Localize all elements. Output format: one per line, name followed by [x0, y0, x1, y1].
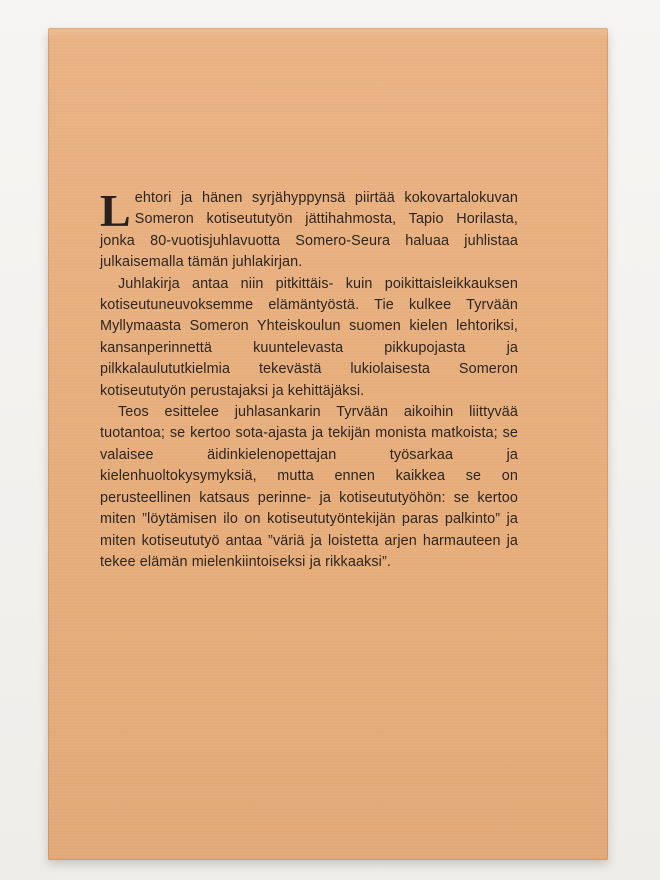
blurb-paragraph-1-text: ehtori ja hänen syrjähyppynsä piirtää kokovartalokuvan Someron kotiseututyön jättihahmosta, Tapio Horilasta, jonka 80-vuotisjuhlavuotta Somero-Seura haluaa juhlistaa julkaisemalla tämän juhlakirjan.: [100, 190, 518, 271]
blurb-text-block: [100, 185, 518, 573]
drop-cap: L: [100, 185, 131, 236]
cover-top-edge: [48, 28, 608, 40]
blurb-paragraph-3: Teos esittelee juhlasankarin Tyrvään aikoihin liittyvää tuotantoa; se kertoo sota-ajasta ja tekijän monista matkoista; se valaisee äidinkielenopettajan työsarkaa ja kielenhuoltokysymyksiä, mutta ennen kaikkea se on perusteellinen katsaus perinne- ja kotiseututyöhön: se kertoo miten ”löytämisen ilo on kotiseututyöntekijän paras palkinto” ja miten kotiseututyö antaa ”väriä ja loistetta arjen harmauteen ja tekee elämän mielenkiintoiseksi ja rikkaaksi”.: [100, 404, 518, 570]
blurb-paragraph-2: Juhlakirja antaa niin pitkittäis- kuin poikittaisleikkauksen kotiseutuneuvoksemme elämäntyöstä. Tie kulkee Tyrvään Myllymaasta Someron Yhteiskoulun suomen kielen lehtoriksi, kansanperinnettä kuuntelevasta pikkupojasta ja pilkkalaulututkielmia tekevästä lukiolaisesta Someron kotiseututyön perustajaksi ja kehittäjäksi.: [100, 275, 518, 399]
blurb-paragraph-1: [100, 185, 518, 274]
